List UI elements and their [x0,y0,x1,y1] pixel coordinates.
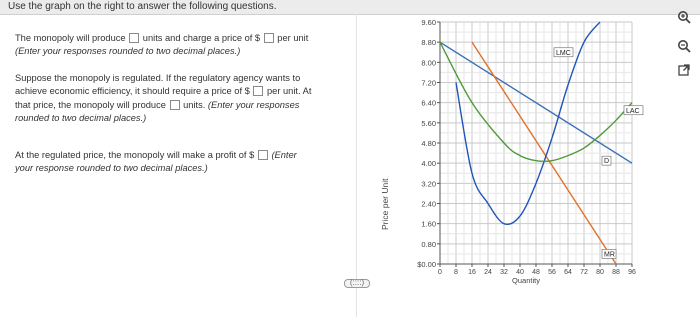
q3-note-a: (Enter [271,150,297,160]
q3-profit-input[interactable] [258,150,268,160]
y-tick-label: 5.60 [421,118,436,128]
x-tick-label: 64 [564,269,572,276]
q3-note-b: your response rounded to two decimal places.) [15,163,208,173]
x-axis-label: Quantity [512,276,540,285]
question2-line2 [15,85,311,99]
question3-line1 [15,149,297,163]
panel-resize-handle[interactable]: (::::) [344,279,370,288]
curve-label-lmc: LMC [556,49,571,57]
instruction-text: Use the graph on the right to answer the following questions. [8,1,277,12]
y-tick-label: 2.40 [421,199,436,209]
q2-text-c: per unit. At [266,86,312,96]
y-tick-label: 4.80 [421,139,436,148]
q2-note-a: (Enter your responses [207,100,300,110]
x-tick-label: 48 [532,269,540,276]
q1-price-input[interactable] [264,33,274,43]
x-tick-label: 40 [516,269,524,276]
x-tick-label: 96 [628,269,636,276]
x-tick-label: 88 [612,269,620,276]
x-tick-label: 80 [596,269,604,276]
x-tick-label: 56 [548,269,556,276]
q1-text-b: units and charge a price of $ [142,33,261,43]
q2-price-input[interactable] [253,86,263,96]
y-tick-label: $0.00 [417,260,436,269]
curve-label-lac: LAC [626,107,640,115]
x-tick-label: 32 [500,269,508,276]
y-tick-label: 1.60 [421,219,436,229]
panel-divider [356,14,357,317]
y-tick-label: 7.20 [421,78,436,88]
y-tick-label: 0.80 [421,239,436,249]
x-tick-label: 24 [484,269,492,276]
curve-label-d: D [604,158,610,166]
q2-text-d: that price, the monopoly will produce [15,100,166,110]
question2-line1 [15,72,300,86]
x-tick-label: 72 [580,269,588,276]
q2-note-b: rounded to two decimal places.) [15,113,147,123]
question1-line2 [15,45,240,59]
zoom-out-icon[interactable] [677,39,691,53]
q3-text-a: At the regulated price, the monopoly will make a profit of $ [15,150,255,160]
curve-label-mr: MR [604,251,615,259]
q1-rounding-note: (Enter your responses rounded to two decimal places.) [15,46,241,56]
q1-quantity-input[interactable] [129,33,139,43]
y-tick-label: 9.60 [421,18,436,27]
q1-text-a: The monopoly will produce [15,33,126,43]
y-tick-label: 8.80 [421,38,436,48]
y-tick-label: 4.00 [421,159,436,169]
economics-graph[interactable] [360,14,650,285]
y-tick-label: 6.40 [421,98,436,108]
x-tick-label: 16 [468,269,476,276]
external-link-icon[interactable] [677,63,691,77]
y-tick-label: 3.20 [421,179,436,189]
y-axis-label: Price per Unit [380,178,390,230]
question2-line4 [15,112,146,126]
q2-text-a: Suppose the monopoly is regulated. If the regulatory agency wants to [15,73,301,83]
q2-text-b: achieve economic efficiency, it should require a price of $ [15,86,250,96]
q2-text-e: units. [183,100,206,110]
zoom-in-icon[interactable] [677,10,691,24]
q2-quantity-input[interactable] [170,100,180,110]
x-tick-label: 8 [454,269,458,276]
y-tick-label: 8.00 [421,58,436,68]
q1-text-c: per unit [277,33,309,43]
question2-line3 [15,99,299,113]
question1-line1 [15,32,308,46]
x-tick-label: 0 [438,269,442,276]
question3-line2 [15,162,208,176]
